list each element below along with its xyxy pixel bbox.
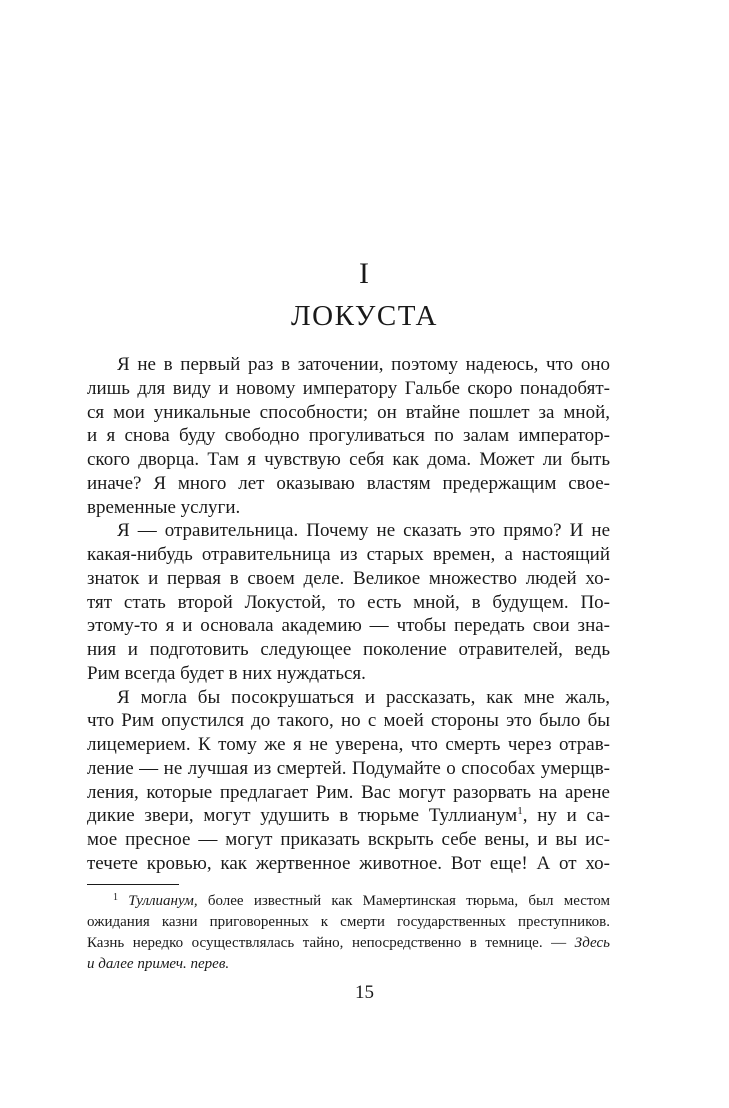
text-line: лишь для виду и новому императору Гальбе скоро понадобят- (87, 377, 610, 399)
footnote-marker: 1 (113, 892, 118, 903)
footnote-italic-text: Здесь (574, 935, 610, 951)
footnote-line (87, 891, 610, 912)
footnote-term: Туллианум, (128, 893, 198, 909)
text-line: иначе? Я много лет оказываю властям предержащим свое- (87, 472, 610, 494)
text-line: этому-то я и основала академию — чтобы передать свои зна- (87, 615, 610, 637)
text-line: знаток и первая в своем деле. Великое множество людей хо- (87, 567, 610, 589)
text-line: ского дворца. Там я чувствую себя как дома. Может ли быть (87, 449, 610, 470)
footnote-line (87, 933, 610, 954)
text-line: временные услуги. (87, 496, 241, 518)
text-line: и я снова буду свободно прогуливаться по залам император- (87, 425, 610, 447)
footnote-divider (87, 884, 179, 885)
text-line: Я — отравительница. Почему не сказать это прямо? И не (117, 520, 610, 542)
footnote-line: и далее примеч. перев. (87, 956, 230, 972)
text-fragment: дикие звери, могут удушить в тюрьме Туллианум (87, 805, 518, 827)
text-fragment: , ну и са- (522, 805, 610, 827)
text-line: ния и подготовить следующее поколение отравителей, ведь (87, 639, 610, 660)
text-line: Рим всегда будет в них нуждаться. (87, 662, 366, 684)
chapter-number: I (359, 257, 370, 290)
paragraph (87, 519, 610, 685)
page-number: 15 (355, 982, 374, 1003)
text-line: мое пресное — могут приказать вскрыть себе вены, и вы ис- (87, 829, 610, 850)
text-line: ления, которые предлагает Рим. Вас могут разорвать на арене (87, 781, 610, 803)
text-line: какая-нибудь отравительница из старых времен, а настоящий (87, 544, 610, 565)
text-line: лицемерием. К тому же я не уверена, что смерть через отрав- (87, 734, 610, 755)
footnote-text: Казнь нередко осуществлялась тайно, непосредственно в темнице. — (87, 935, 575, 951)
text-line: ся мои уникальные способности; он втайне пошлет за мной, (87, 401, 610, 423)
text-line-with-footnote-ref (87, 804, 610, 828)
text-line: течете кровью, как жертвенное животное. Вот еще! А от хо- (87, 852, 610, 874)
text-line: тят стать второй Локустой, то есть мной, в будущем. По- (87, 591, 610, 613)
footnote-text: более известный как Мамертинская тюрьма, был местом (197, 893, 610, 909)
text-line: что Рим опустился до такого, но с моей стороны это было бы (87, 710, 610, 732)
footnote (87, 891, 610, 975)
paragraph (87, 686, 610, 876)
body-text (87, 353, 610, 876)
footnote-line: ожидания казни приговоренных к смерти государственных преступников. (87, 914, 610, 930)
text-line: Я не в первый раз в заточении, поэтому надеюсь, что оно (117, 354, 610, 375)
text-line: ление — не лучшая из смертей. Подумайте о способах умерщв- (87, 757, 610, 779)
text-line: Я могла бы посокрушаться и рассказать, как мне жаль, (117, 686, 610, 708)
chapter-title: ЛОКУСТА (291, 300, 438, 332)
footnote-reference: 1 (517, 805, 523, 818)
paragraph (87, 353, 610, 519)
